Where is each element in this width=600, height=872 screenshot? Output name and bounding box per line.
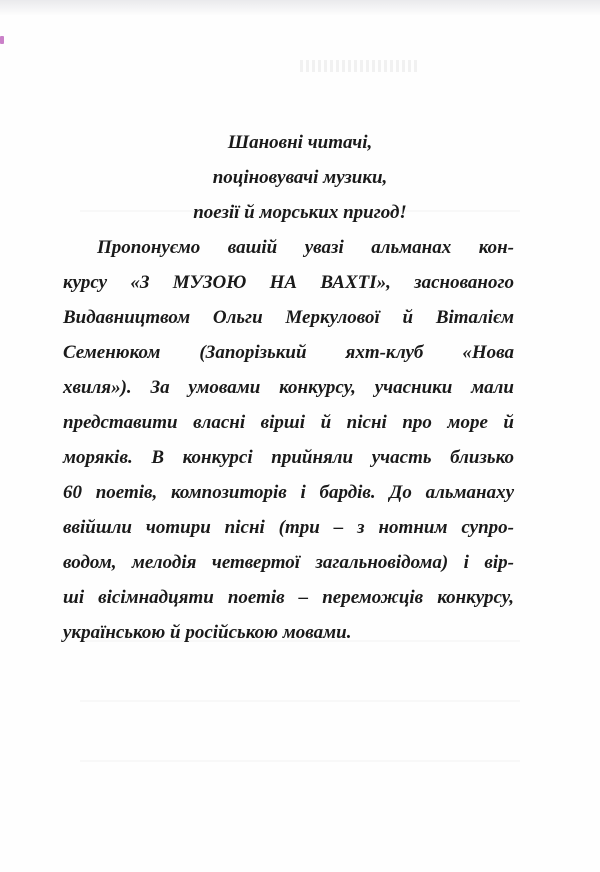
paragraph-line: Пропонуємо вашій увазі альманах кон- xyxy=(97,237,514,258)
paragraph-line: ввійшли чотири пісні (три – з нотним супро- xyxy=(63,517,514,538)
greeting-line-2: поціновувачі музики, xyxy=(212,167,388,188)
paragraph-line: 60 поетів, композиторів і бардів. До альманаху xyxy=(63,482,514,503)
greeting-line-1: Шановні читачі, xyxy=(227,132,373,153)
paragraph-line: хвиля»). За умовами конкурсу, учасники мали xyxy=(63,377,514,398)
paragraph-line: моряків. В конкурсі прийняли участь близько xyxy=(63,447,514,468)
page-bleed-line xyxy=(80,760,520,762)
paragraph-line: курсу «З МУЗОЮ НА ВАХТІ», заснованого xyxy=(63,272,514,293)
paragraph-line: Видавництвом Ольги Меркулової й Віталієм xyxy=(63,307,514,328)
page-bleed-top xyxy=(0,0,600,16)
paragraph-line: водом, мелодія четвертої загальновідома) і вір- xyxy=(63,552,514,573)
page-bleed-line xyxy=(80,700,520,702)
edge-ink-mark xyxy=(0,36,4,44)
greeting-line-3: поезії й морських пригод! xyxy=(193,202,407,223)
paragraph-line: представити власні вірші й пісні про море й xyxy=(63,412,514,433)
page-bleed-mark xyxy=(300,60,420,72)
intro-paragraph xyxy=(63,233,514,653)
paragraph-line: ші вісімнадцяти поетів – переможців конкурсу, xyxy=(63,587,514,608)
paragraph-line: українською й російською мовами. xyxy=(63,622,352,643)
paragraph-line: Семенюком (Запорізький яхт-клуб «Нова xyxy=(63,342,514,363)
